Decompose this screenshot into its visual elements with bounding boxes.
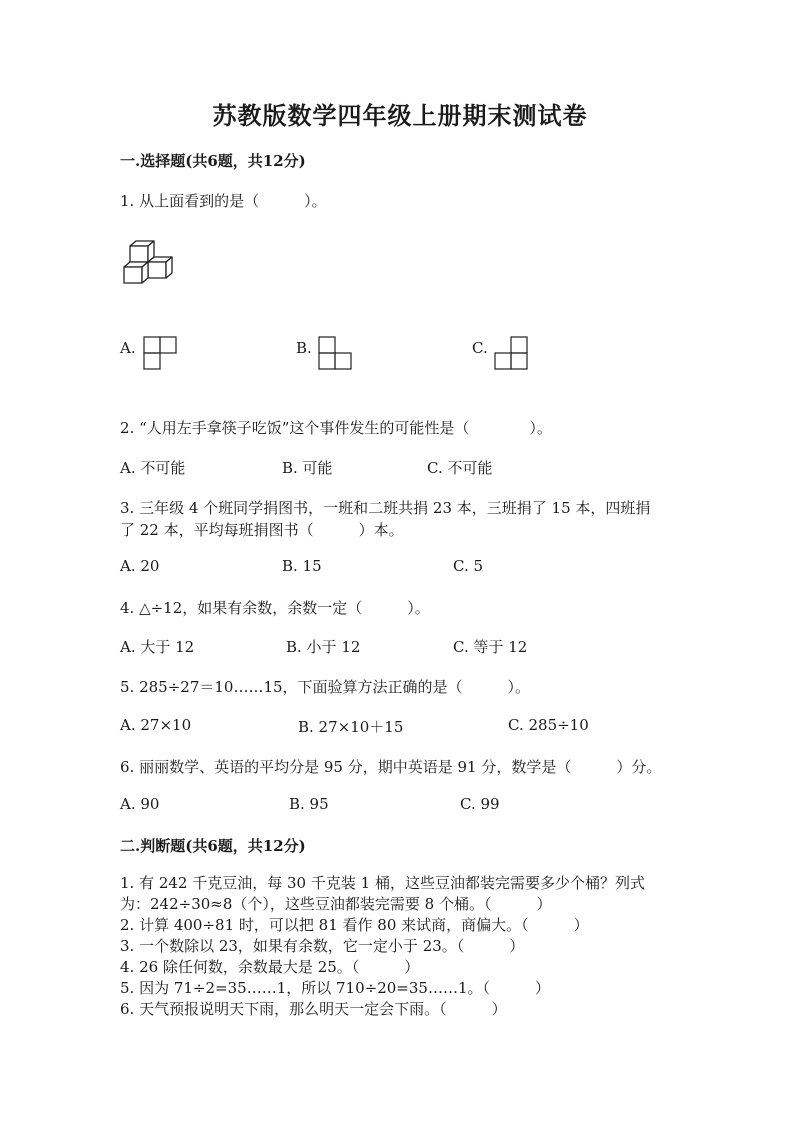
question-6: 6. 丽丽数学、英语的平均分是 95 分，期中英语是 91 分，数学是（ ）分。 <box>120 758 662 776</box>
q1-option-c-figure <box>494 336 528 370</box>
question-5: 5. 285÷27＝10……15，下面验算方法正确的是（ ）。 <box>120 678 531 696</box>
q6-option-a: A. 90 <box>120 795 160 813</box>
judge-4: 4. 26 除任何数，余数最大是 25。（ ） <box>120 958 420 976</box>
section-heading-judgement: 二.判断题(共6题，共12分) <box>120 837 306 855</box>
judge-6: 6. 天气预报说明天下雨，那么明天一定会下雨。（ ） <box>120 1000 507 1018</box>
q6-option-c: C. 99 <box>460 795 500 813</box>
cube-stack-figure <box>120 240 182 288</box>
q1-option-b-figure <box>318 336 352 370</box>
page-title: 苏教版数学四年级上册期末测试卷 <box>212 101 588 130</box>
question-3-line-2: 了 22 本，平均每班捐图书（ ）本。 <box>120 521 404 539</box>
q1-option-c-label: C. <box>472 339 488 357</box>
section-heading-choice: 一.选择题(共6题，共12分) <box>120 152 306 170</box>
q3-option-b: B. 15 <box>282 557 322 575</box>
q2-option-c: C. 不可能 <box>427 459 493 477</box>
judge-5: 5. 因为 71÷2=35……1，所以 710÷20=35……1。（ ） <box>120 979 550 997</box>
q2-option-a: A. 不可能 <box>120 459 186 477</box>
judge-3: 3. 一个数除以 23，如果有余数，它一定小于 23。（ ） <box>120 937 525 955</box>
q5-option-b: B. 27×10＋15 <box>298 718 404 736</box>
judge-1-line-2: 为：242÷30≈8（个），这些豆油都装完需要 8 个桶。（ ） <box>120 895 552 913</box>
question-1: 1. 从上面看到的是（ ）。 <box>120 192 327 210</box>
judge-2: 2. 计算 400÷81 时，可以把 81 看作 80 来试商，商偏大。（ ） <box>120 916 589 934</box>
q2-option-b: B. 可能 <box>282 459 333 477</box>
q4-option-b: B. 小于 12 <box>286 638 361 656</box>
q6-option-b: B. 95 <box>289 795 329 813</box>
question-4: 4. △÷12，如果有余数，余数一定（ ）。 <box>120 599 430 617</box>
q4-option-a: A. 大于 12 <box>120 638 195 656</box>
q5-option-a: A. 27×10 <box>120 716 192 734</box>
question-2: 2. “人用左手拿筷子吃饭”这个事件发生的可能性是（ ）。 <box>120 419 552 437</box>
q3-option-a: A. 20 <box>120 557 160 575</box>
judge-1-line-1: 1. 有 242 千克豆油，每 30 千克装 1 桶，这些豆油都装完需要多少个桶？列式 <box>120 874 645 892</box>
q3-option-c: C. 5 <box>453 557 484 575</box>
q1-option-a-label: A. <box>120 339 136 357</box>
q1-option-b-label: B. <box>296 339 312 357</box>
question-3-line-1: 3. 三年级 4 个班同学捐图书，一班和二班共捐 23 本，三班捐了 15 本，四班捐 <box>120 499 651 517</box>
q1-option-a-figure <box>143 336 177 370</box>
q5-option-c: C. 285÷10 <box>508 716 589 734</box>
q4-option-c: C. 等于 12 <box>453 638 528 656</box>
